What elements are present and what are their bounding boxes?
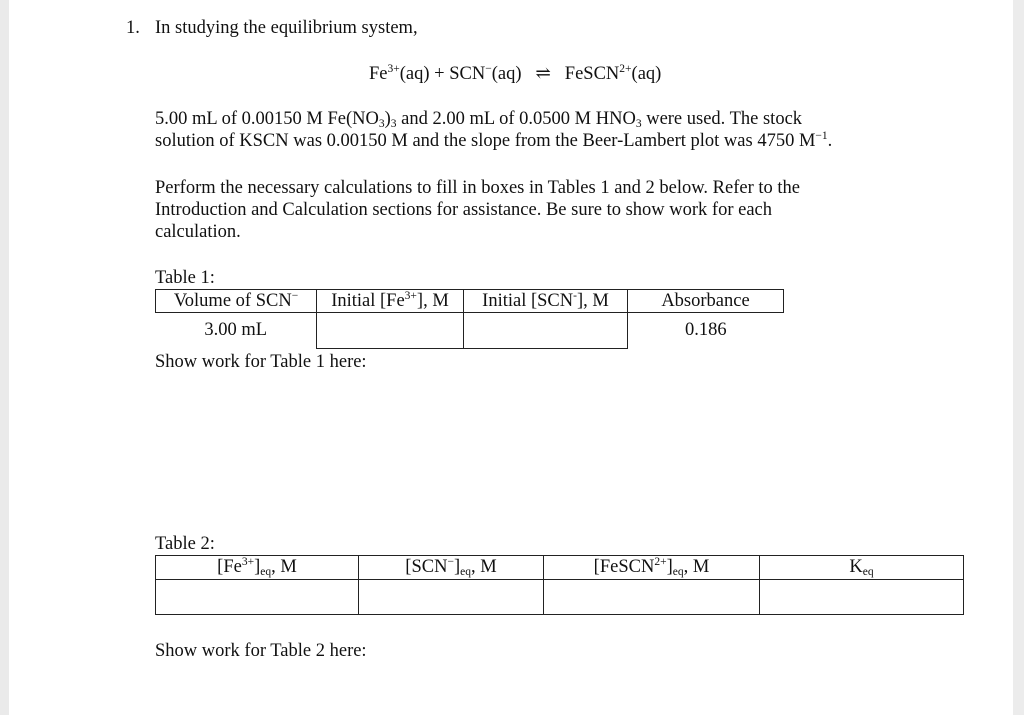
- table-1-header-absorbance: Absorbance: [628, 290, 784, 313]
- table-2-cell-fescn[interactable]: [544, 580, 760, 615]
- table-2-header-scn: $[SCN^-]_{eq}$, M: [359, 556, 544, 580]
- equilibrium-equation: $Fe^{3+}(aq) + SCN^-(aq)$ ⇌ FeSCN$^{2+}$(aq): [369, 63, 662, 84]
- table-2-show-work: Show work for Table 2 here:: [155, 641, 367, 661]
- table-1-cell-fe[interactable]: [317, 313, 464, 349]
- table-2-cell-fe[interactable]: [156, 580, 359, 615]
- table-1-header-row: [156, 290, 784, 313]
- table-1-header-volume: Volume of SCN−: [156, 290, 317, 313]
- question-number: 1.: [126, 18, 140, 38]
- table-1: [155, 289, 784, 349]
- table-1-cell-absorbance: 0.186: [684, 320, 727, 341]
- table-2-caption: Table 2:: [155, 534, 215, 554]
- paragraph-1-line-1: 5.00 mL of 0.00150 M $Fe(NO_3)_3$ and 2.00 mL of 0.0500 M $HNO_3$ were used. The stock: [155, 109, 803, 130]
- page-margin-right: [1013, 0, 1024, 715]
- table-1-show-work: Show work for Table 1 here:: [155, 352, 367, 372]
- paragraph-2-line-3: calculation.: [155, 222, 241, 242]
- table-2-header-row: [156, 556, 964, 580]
- question-intro: In studying the equilibrium system,: [155, 18, 418, 38]
- table-2-row: [156, 580, 964, 615]
- page-margin-left: [0, 0, 9, 715]
- table-2-cell-scn[interactable]: [359, 580, 544, 615]
- equilibrium-arrow: ⇌: [535, 64, 551, 84]
- table-1-header-scn: Initial [SCN-], M: [464, 290, 628, 313]
- table-1-header-fe: Initial $[Fe^{3+}]$, M: [317, 290, 464, 313]
- paragraph-2-line-2: Introduction and Calculation sections for assistance. Be sure to show work for each: [155, 200, 773, 220]
- table-1-cell-scn[interactable]: [464, 313, 628, 349]
- paragraph-2-line-1: Perform the necessary calculations to fill in boxes in Tables 1 and 2 below. Refer to the: [155, 178, 800, 198]
- table-2: [155, 555, 964, 615]
- document-page: [9, 0, 1013, 715]
- table-2-cell-keq[interactable]: [760, 580, 964, 615]
- table-1-cell-volume: 3.00 mL: [204, 320, 268, 341]
- table-2-header-fescn: $[FeSCN^{2+}]_{eq}$, M: [544, 556, 760, 580]
- table-1-row: [156, 313, 784, 349]
- table-2-header-fe: $[Fe^{3+}]_{eq}$, M: [156, 556, 359, 580]
- table-1-caption: Table 1:: [155, 268, 215, 288]
- table-2-header-keq: $K_{eq}$: [760, 556, 964, 580]
- paragraph-1-line-2: solution of KSCN was 0.00150 M and the slope from the Beer-Lambert plot was 4750 $M^{-1}$.: [155, 130, 833, 151]
